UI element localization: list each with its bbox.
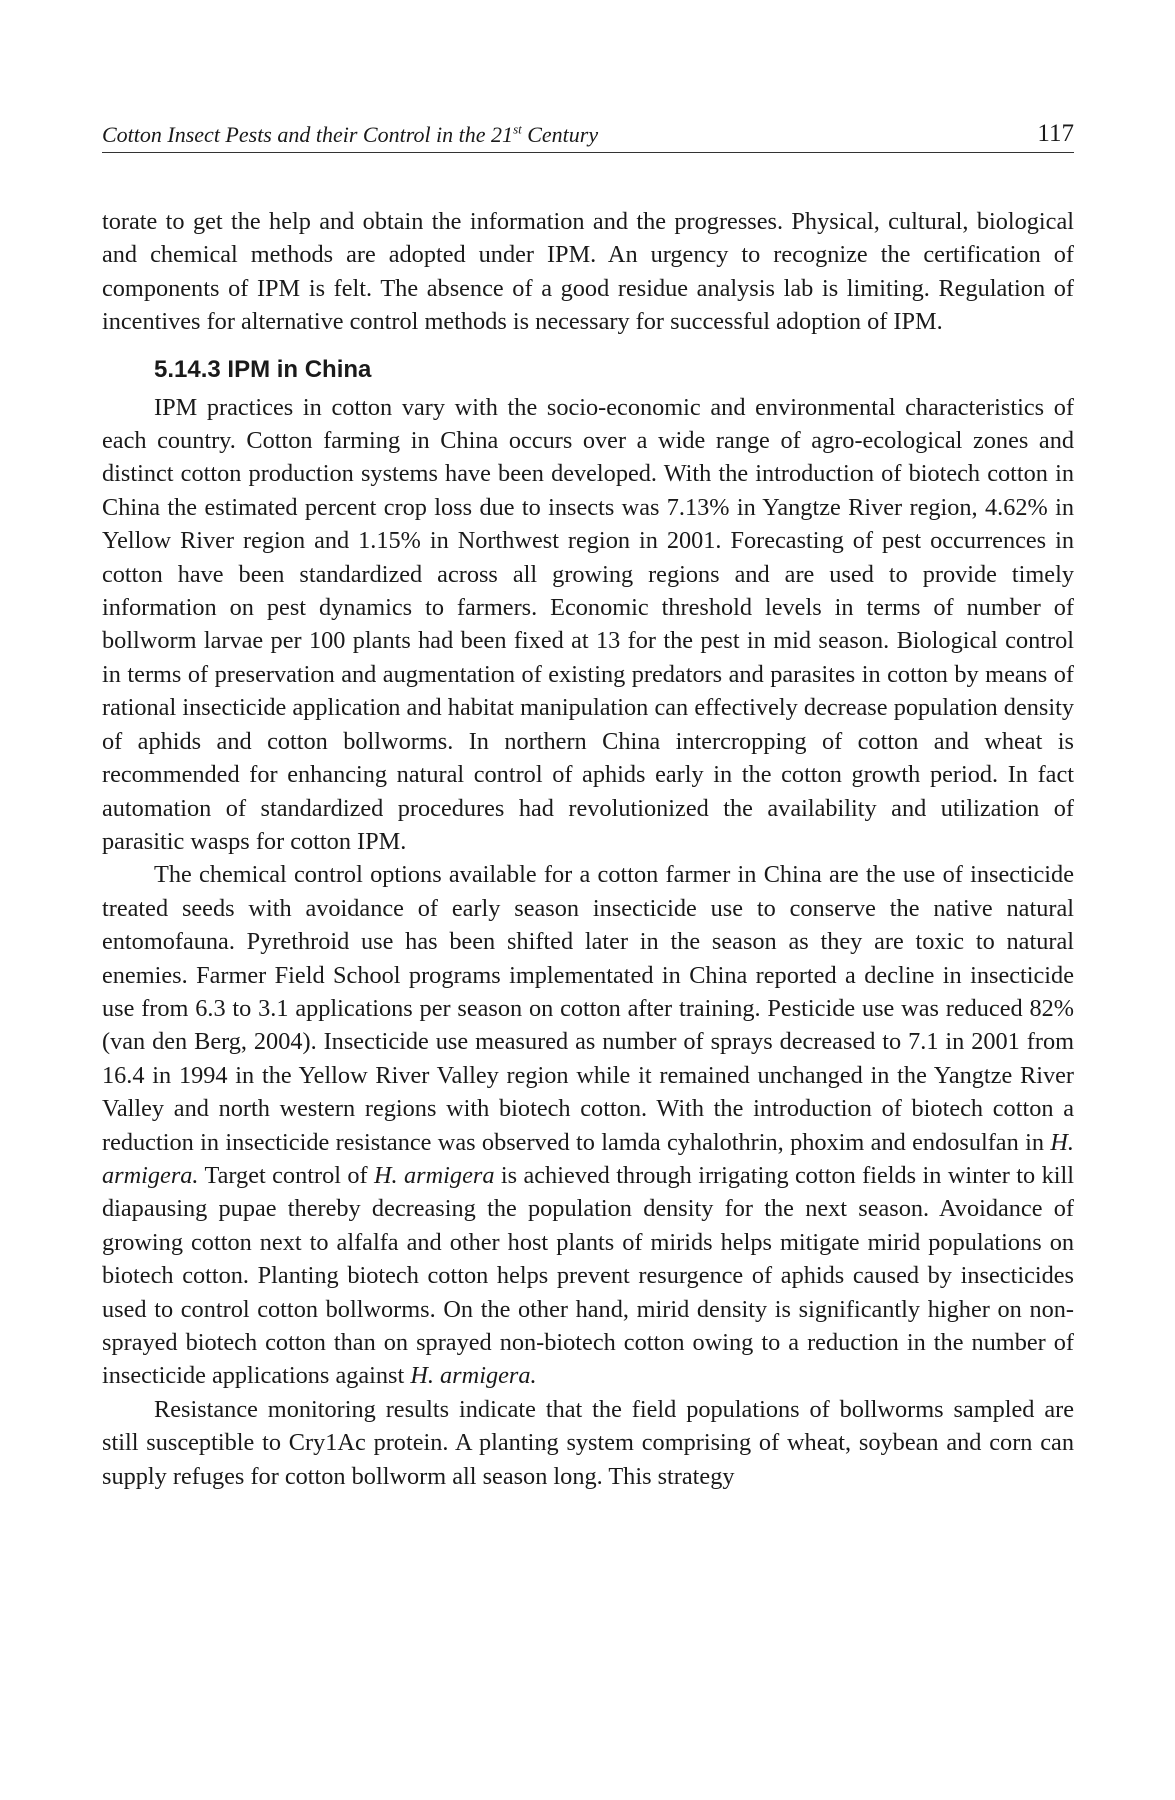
intro-paragraph: torate to get the help and obtain the information and the progresses. Physical, cultural, biological and chemical methods are adopted under IPM. An urgency to recognize the certification of components of IPM is felt. The absence of a good residue analysis lab is limiting. Regulation of incentives for alternative control methods is necessary for successful adoption of IPM. bbox=[102, 208, 1074, 336]
book-page bbox=[102, 108, 1074, 1493]
running-header bbox=[102, 108, 1074, 153]
page-number: 117 bbox=[1037, 120, 1074, 147]
section-heading: 5.14.3 IPM in China bbox=[154, 355, 372, 383]
header-title-prefix: Cotton Insect Pests and their Control in the 21 bbox=[102, 122, 514, 147]
paragraph-2-text-2: Target control of bbox=[198, 1161, 375, 1189]
species-name-italic: H. armigera. bbox=[410, 1362, 537, 1390]
section-paragraph-2 bbox=[102, 858, 1074, 1393]
paragraph-2-text-1: The chemical control options available for a cotton farmer in China are the use of insecticide treated seeds with avoidance of early season insecticide use to conserve the native natural entomofauna. Pyrethroid use has been shifted later in the season as they are toxic to natural enemies. Farmer Field School programs implementated in China reported a decline in insecticide use from 6.3 to 3.1 applications per season on cotton after training. Pesticide use was reduced 82% (van den Berg, 2004). Insecticide use measured as number of sprays decreased to 7.1 in 2001 from 16.4 in 1994 in the Yellow River Valley region while it remained unchanged in the Yangtze River Valley and north western regions with biotech cotton. With the introduction of biotech cotton a reduction in insecticide resistance was observed to lamda cyhalothrin, phoxim and endosulfan in bbox=[102, 861, 1074, 1156]
paragraph-2-text-3: is achieved through irrigating cotton fields in winter to kill diapausing pupae thereby decreasing the population density for the next season. Avoidance of growing cotton next to alfalfa and other host plants of mirids helps mitigate mirid populations on biotech cotton. Planting biotech cotton helps prevent resurgence of aphids caused by insecticides used to control cotton bollworms. On the other hand, mirid density is significantly higher on non-sprayed biotech cotton than on sprayed non-biotech cotton owing to a reduction in the number of insecticide applications against bbox=[102, 1161, 1075, 1390]
header-title-superscript: st bbox=[513, 121, 522, 137]
running-header-title bbox=[102, 122, 598, 148]
section-paragraph-1: IPM practices in cotton vary with the socio-economic and environmental characteristics of each country. Cotton farming in China occurs over a wide range of agro-ecological zones and distinct cotton production systems have been developed. With the introduction of biotech cotton in China the estimated percent crop loss due to insects was 7.13% in Yangtze River region, 4.62% in Yellow River region and 1.15% in Northwest region in 2001. Forecasting of pest occurrences in cotton have been standardized across all growing regions and are used to provide timely information on pest dynamics to farmers. Economic threshold levels in terms of number of bollworm larvae per 100 plants had been fixed at 13 for the pest in mid season. Biological control in terms of preservation and augmentation of existing predators and parasites in cotton by means of rational insecticide application and habitat manipulation can effectively decrease population density of aphids and cotton bollworms. In northern China intercropping of cotton and wheat is recommended for enhancing natural control of aphids early in the cotton growth period. In fact automation of standardized procedures had revolutionized the availability and utilization of parasitic wasps for cotton IPM. bbox=[102, 393, 1074, 855]
header-title-suffix: Century bbox=[521, 122, 599, 147]
body-text bbox=[102, 205, 1074, 1493]
species-name-italic: H. armigera. bbox=[102, 1128, 1074, 1189]
section-paragraph-3: Resistance monitoring results indicate that the field populations of bollworms sampled are still susceptible to Cry1Ac protein. A planting system comprising of wheat, soybean and corn can supply refuges for cotton bollworm all season long. This strategy bbox=[102, 1395, 1074, 1490]
species-name-italic: H. armigera bbox=[374, 1161, 495, 1189]
